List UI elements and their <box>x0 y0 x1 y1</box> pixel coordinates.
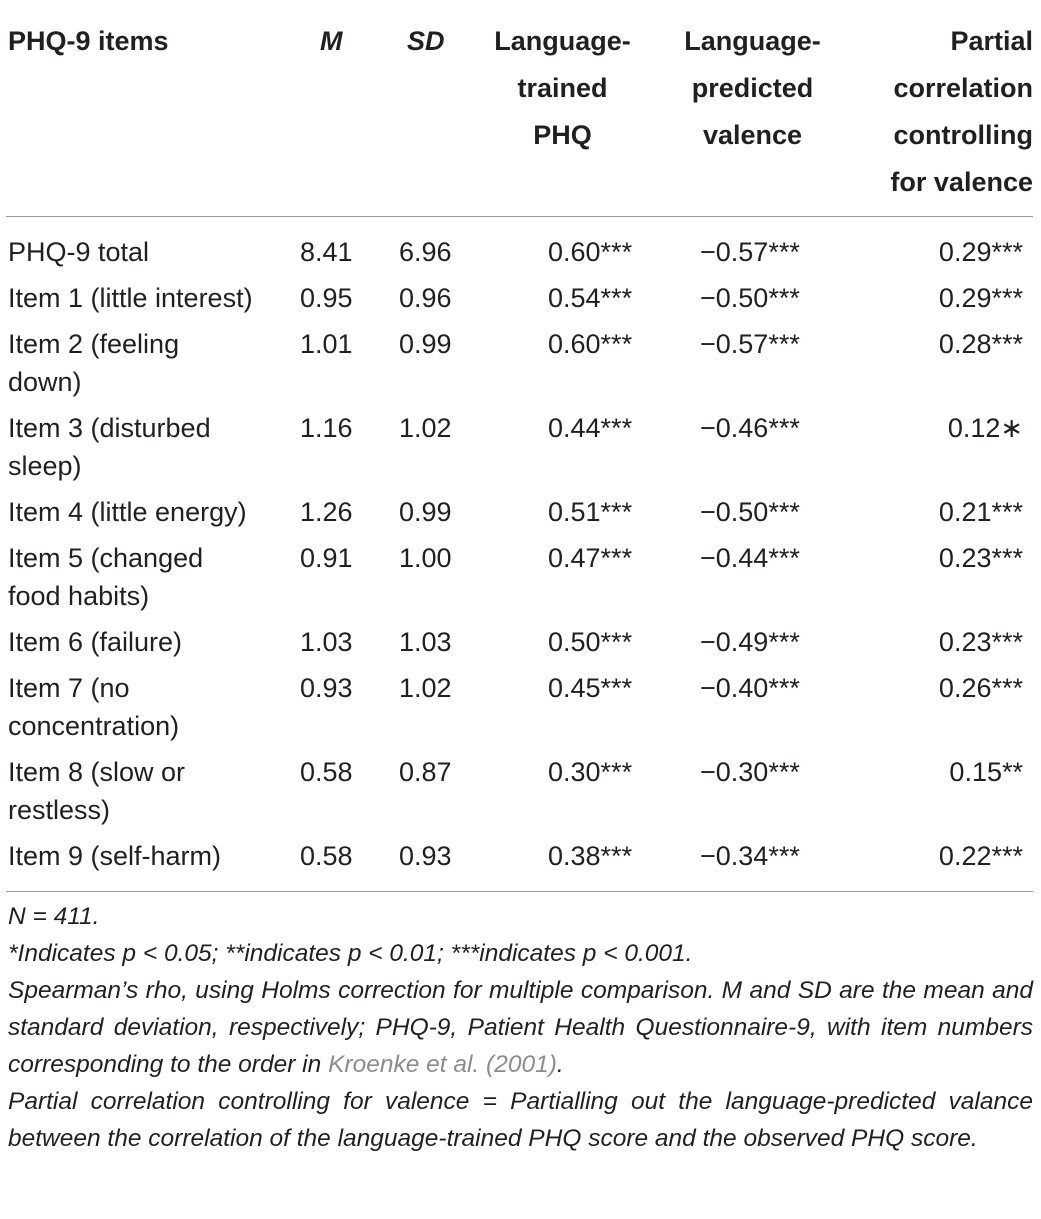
language-valence-cell: −0.50*** <box>700 283 800 313</box>
item-cell <box>6 753 286 837</box>
language-trained-cell: 0.50*** <box>548 627 633 657</box>
partial-correlation-cell: 0.12∗ <box>947 413 1023 443</box>
header-lt-line1: Language- <box>494 26 631 56</box>
language-valence-cell: −0.44*** <box>700 543 800 573</box>
language-trained-cell: 0.54*** <box>548 283 633 313</box>
language-trained-cell: 0.47*** <box>548 543 633 573</box>
mean-cell: 0.58 <box>286 837 374 892</box>
item-label: Item 2 (feeling <box>8 329 180 359</box>
header-pc-line2: correlation <box>893 73 1033 103</box>
partial-correlation-cell: 0.26*** <box>938 673 1023 703</box>
header-language-trained-phq <box>470 0 655 217</box>
item-cell <box>6 669 286 753</box>
partial-correlation-cell: 0.28*** <box>938 329 1023 359</box>
item-cell <box>6 325 286 409</box>
partial-correlation-cell: 0.21*** <box>938 497 1023 527</box>
partial-correlation-cell: 0.29*** <box>938 283 1023 313</box>
item-cell <box>6 279 286 325</box>
mean-cell: 1.03 <box>300 627 353 657</box>
citation-link[interactable]: Kroenke et al. (2001) <box>328 1051 557 1078</box>
item-label-cont: sleep) <box>8 451 82 481</box>
item-cell <box>6 493 286 539</box>
header-pc-line4: for valence <box>890 167 1033 197</box>
item-label: Item 7 (no <box>8 673 130 703</box>
header-pc-line3: controlling <box>893 120 1033 150</box>
language-trained-cell: 0.60*** <box>548 329 633 359</box>
partial-correlation-cell: 0.22*** <box>850 837 1033 892</box>
table-body <box>6 217 1033 892</box>
sd-cell: 1.03 <box>399 627 452 657</box>
language-trained-cell: 0.44*** <box>548 413 633 443</box>
language-valence-cell: −0.34*** <box>655 837 850 892</box>
header-partial-correlation <box>850 0 1033 217</box>
item-label: Item 6 (failure) <box>8 627 183 657</box>
header-language-predicted-valence <box>655 0 850 217</box>
header-lt-line2: trained <box>517 73 608 103</box>
mean-cell: 0.58 <box>300 757 353 787</box>
item-label: Item 4 (little energy) <box>8 497 247 527</box>
header-sd <box>374 0 470 217</box>
table-row <box>6 493 1033 539</box>
footnote-partial-correlation: Partial correlation controlling for valence = Partialling out the language-predicted valance between the correlation of the language-trained PHQ score and the observed PHQ score. <box>8 1088 1033 1152</box>
table-row <box>6 325 1033 409</box>
sd-cell: 1.02 <box>399 673 452 703</box>
language-valence-cell: −0.40*** <box>700 673 800 703</box>
language-trained-cell: 0.51*** <box>548 497 633 527</box>
mean-cell: 0.93 <box>300 673 353 703</box>
table-row <box>6 669 1033 753</box>
header-lv-line2: predicted <box>691 73 814 103</box>
item-label: Item 3 (disturbed <box>8 413 211 443</box>
sd-cell: 0.87 <box>399 757 452 787</box>
table-row <box>6 623 1033 669</box>
sd-cell: 0.93 <box>374 837 470 892</box>
sd-cell: 1.00 <box>399 543 452 573</box>
partial-correlation-cell: 0.15** <box>949 757 1023 787</box>
item-cell <box>6 217 286 280</box>
language-valence-cell: −0.57*** <box>700 237 800 267</box>
language-trained-cell: 0.38*** <box>470 837 655 892</box>
item-label-cont: restless) <box>8 795 111 825</box>
item-label: Item 5 (changed <box>8 543 204 573</box>
header-lt-line3: PHQ <box>533 120 592 150</box>
mean-cell: 0.95 <box>300 283 353 313</box>
footnote-spearman-text: Spearman’s rho, using Holms correction for multiple comparison. M and SD are the mean and standard deviation, respectively; PHQ-9, Patient Health Questionnaire-9, with item numbers corresponding to the order in <box>8 977 1033 1078</box>
language-trained-cell: 0.45*** <box>548 673 633 703</box>
footnote-significance: *Indicates p < 0.05; **indicates p < 0.01; ***indicates p < 0.001. <box>8 940 693 967</box>
footnote-spearman <box>8 972 1033 1083</box>
language-trained-cell: 0.30*** <box>548 757 633 787</box>
table-row <box>6 409 1033 493</box>
sd-cell: 1.02 <box>399 413 452 443</box>
sd-cell: 0.99 <box>399 329 452 359</box>
language-valence-cell: −0.57*** <box>700 329 800 359</box>
language-valence-cell: −0.49*** <box>700 627 800 657</box>
item-cell <box>6 623 286 669</box>
language-trained-cell: 0.60*** <box>548 237 633 267</box>
sd-cell: 0.99 <box>399 497 452 527</box>
mean-cell: 1.01 <box>300 329 353 359</box>
mean-cell: 1.26 <box>300 497 353 527</box>
mean-cell: 8.41 <box>300 237 353 267</box>
table-row <box>6 539 1033 623</box>
item-cell <box>6 539 286 623</box>
item-label: Item 8 (slow or <box>8 757 186 787</box>
partial-correlation-cell: 0.29*** <box>938 237 1023 267</box>
header-row <box>6 0 1033 217</box>
language-valence-cell: −0.50*** <box>700 497 800 527</box>
footnote-spearman-end: . <box>556 1051 564 1078</box>
header-pc-line1: Partial <box>950 26 1033 56</box>
item-cell <box>6 837 286 892</box>
header-m-label: M <box>320 26 343 56</box>
table-header <box>6 0 1033 217</box>
partial-correlation-cell: 0.23*** <box>938 543 1023 573</box>
item-label: Item 1 (little interest) <box>8 283 253 313</box>
header-items <box>6 0 286 217</box>
mean-cell: 1.16 <box>300 413 353 443</box>
table-row <box>6 837 1033 892</box>
table-row <box>6 217 1033 280</box>
partial-correlation-cell: 0.23*** <box>938 627 1023 657</box>
table-row <box>6 753 1033 837</box>
footnote-sample-size: N = 411. <box>8 903 100 930</box>
header-m <box>286 0 374 217</box>
item-cell <box>6 409 286 493</box>
language-valence-cell: −0.30*** <box>700 757 800 787</box>
header-items-label: PHQ-9 items <box>8 26 169 56</box>
table-footnotes <box>6 898 1033 1157</box>
item-label-cont: down) <box>8 367 82 397</box>
header-lv-line3: valence <box>702 120 803 150</box>
item-label: Item 9 (self-harm) <box>8 841 222 871</box>
mean-cell: 0.91 <box>300 543 353 573</box>
phq9-correlation-table <box>6 0 1033 892</box>
header-sd-label: SD <box>407 26 445 56</box>
item-label: PHQ-9 total <box>8 237 150 267</box>
table-row <box>6 279 1033 325</box>
sd-cell: 0.96 <box>399 283 452 313</box>
sd-cell: 6.96 <box>399 237 452 267</box>
header-lv-line1: Language- <box>684 26 821 56</box>
item-label-cont: concentration) <box>8 711 180 741</box>
language-valence-cell: −0.46*** <box>700 413 800 443</box>
item-label-cont: food habits) <box>8 581 150 611</box>
